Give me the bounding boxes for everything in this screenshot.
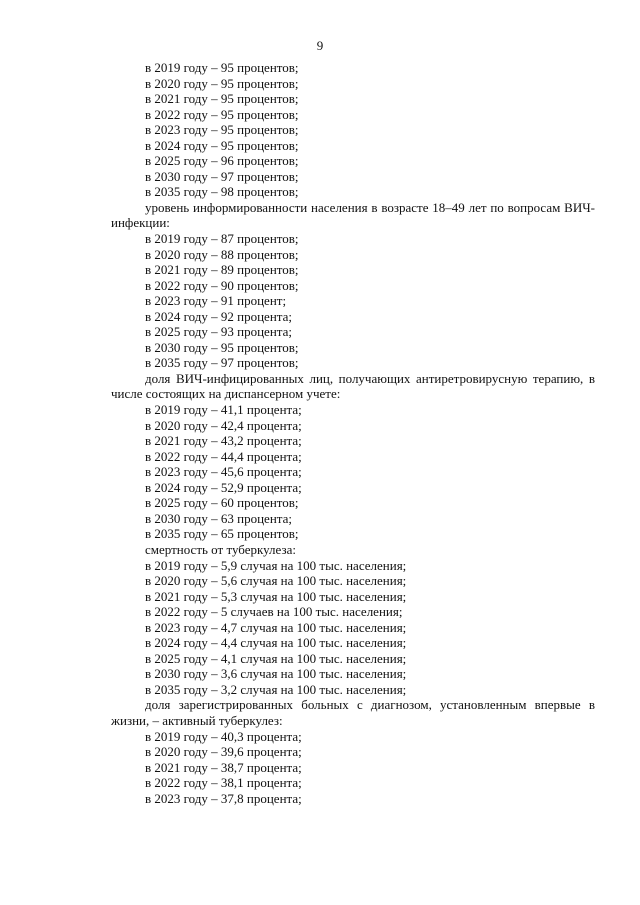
list-item: в 2030 году – 97 процентов;: [145, 168, 299, 184]
list-item: в 2025 году – 93 процента;: [145, 324, 292, 340]
list-item: в 2035 году – 3,2 случая на 100 тыс. населения;: [145, 681, 407, 697]
list-item: в 2030 году – 63 процента;: [145, 510, 292, 526]
list-item: в 2024 году – 92 процента;: [145, 308, 292, 324]
list-item: в 2021 году – 5,3 случая на 100 тыс. населения;: [145, 588, 407, 604]
paragraph-heading: смертность от туберкулеза:: [145, 541, 296, 557]
list-item: в 2019 году – 40,3 процента;: [145, 728, 302, 744]
paragraph-heading: доля ВИЧ-инфицированных лиц, получающих антиретровирусную терапию, в числе состоящих на диспансерном учете:: [111, 370, 595, 402]
list-item: в 2023 году – 95 процентов;: [145, 122, 299, 138]
list-item: в 2025 году – 60 процентов;: [145, 495, 299, 511]
page-number: 9: [316, 38, 324, 53]
list-item: в 2020 году – 42,4 процента;: [145, 417, 302, 433]
document-body: [111, 60, 595, 806]
list-item: в 2020 году – 39,6 процента;: [145, 744, 302, 760]
list-item: в 2024 году – 4,4 случая на 100 тыс. населения;: [145, 635, 407, 651]
list-item: в 2022 году – 90 процентов;: [145, 277, 299, 293]
list-item: в 2019 году – 41,1 процента;: [145, 402, 302, 418]
list-item: в 2025 году – 4,1 случая на 100 тыс. населения;: [145, 650, 407, 666]
paragraph-heading: уровень информированности населения в возрасте 18–49 лет по вопросам ВИЧ-инфекции:: [111, 199, 595, 231]
list-item: в 2020 году – 95 процентов;: [145, 75, 299, 91]
list-item: в 2024 году – 95 процентов;: [145, 137, 299, 153]
list-item: в 2035 году – 98 процентов;: [145, 184, 299, 200]
list-item: в 2035 году – 97 процентов;: [145, 355, 299, 371]
list-item: в 2035 году – 65 процентов;: [145, 526, 299, 542]
list-item: в 2024 году – 52,9 процента;: [145, 479, 302, 495]
list-item: в 2021 году – 43,2 процента;: [145, 433, 302, 449]
list-item: в 2022 году – 95 процентов;: [145, 106, 299, 122]
list-item: в 2023 году – 37,8 процента;: [145, 790, 302, 806]
list-item: в 2030 году – 3,6 случая на 100 тыс. населения;: [145, 666, 407, 682]
list-item: в 2021 году – 89 процентов;: [145, 262, 299, 278]
list-item: в 2019 году – 5,9 случая на 100 тыс. населения;: [145, 557, 407, 573]
list-item: в 2023 году – 4,7 случая на 100 тыс. населения;: [145, 619, 407, 635]
list-item: в 2021 году – 38,7 процента;: [145, 759, 302, 775]
list-item: в 2021 году – 95 процентов;: [145, 91, 299, 107]
list-item: в 2019 году – 95 процентов;: [145, 60, 299, 75]
list-item: в 2030 году – 95 процентов;: [145, 339, 299, 355]
list-item: в 2022 году – 5 случаев на 100 тыс. населения;: [145, 604, 403, 620]
list-item: в 2023 году – 91 процент;: [145, 293, 287, 309]
list-item: в 2020 году – 88 процентов;: [145, 246, 299, 262]
list-item: в 2022 году – 44,4 процента;: [145, 448, 302, 464]
list-item: в 2023 году – 45,6 процента;: [145, 464, 302, 480]
list-item: в 2020 году – 5,6 случая на 100 тыс. населения;: [145, 573, 407, 589]
list-item: в 2025 году – 96 процентов;: [145, 153, 299, 169]
paragraph-heading: доля зарегистрированных больных с диагнозом, установленным впервые в жизни, – активный туберкулез:: [111, 697, 595, 728]
list-item: в 2019 году – 87 процентов;: [145, 231, 299, 247]
list-item: в 2022 году – 38,1 процента;: [145, 775, 302, 791]
